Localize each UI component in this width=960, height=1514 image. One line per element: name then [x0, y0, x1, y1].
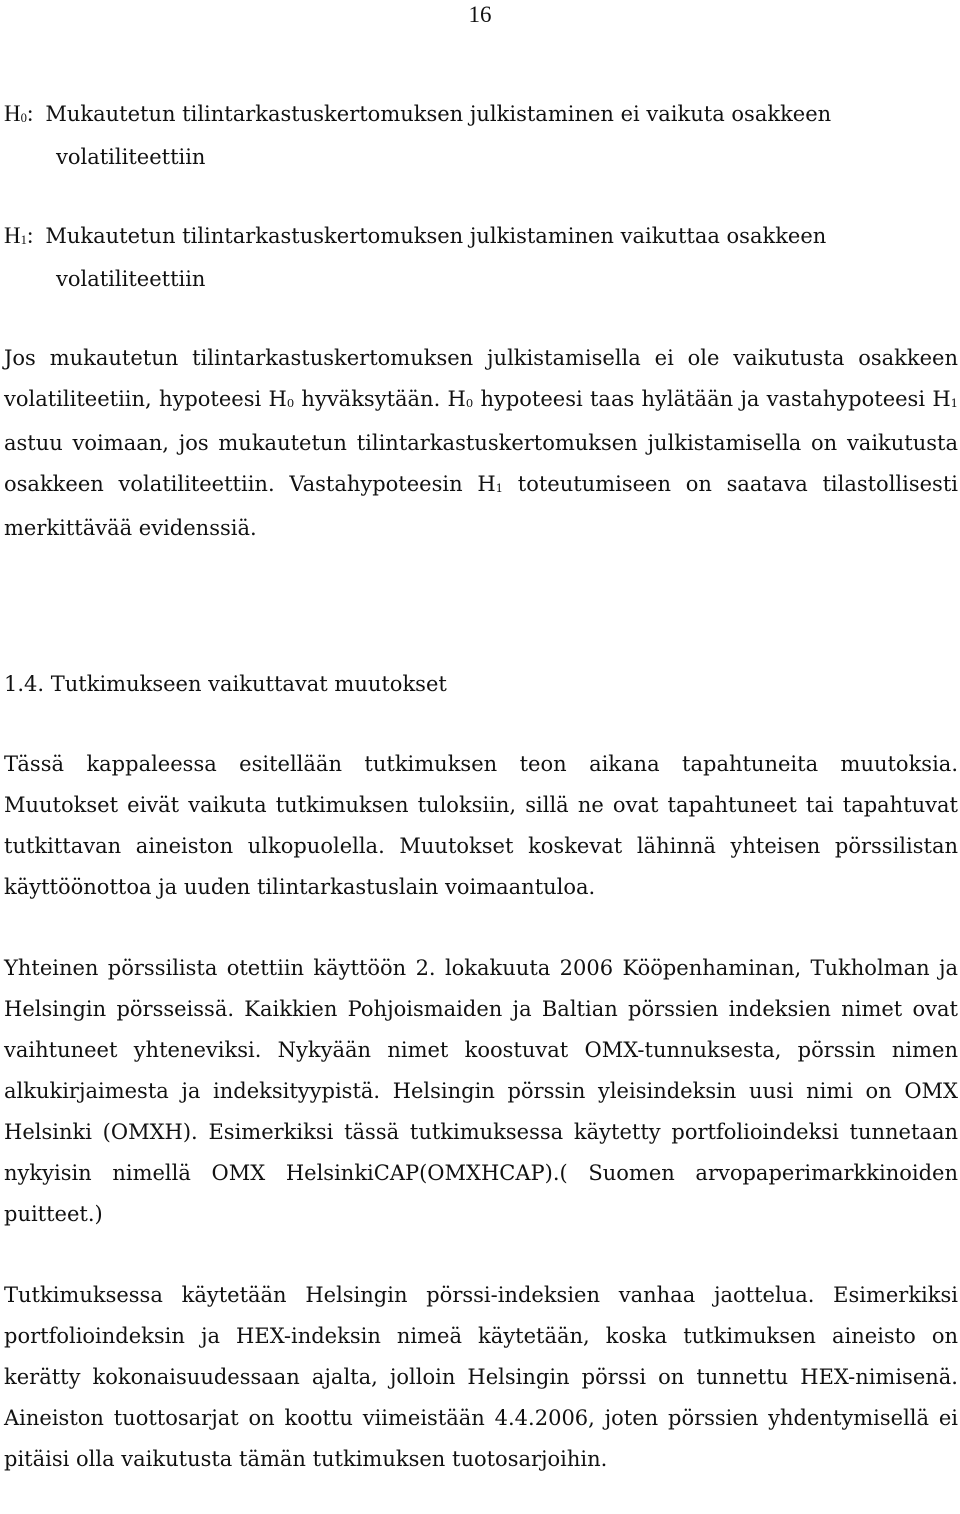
hypothesis-h0-subscript: 0	[20, 110, 27, 125]
hypothesis-ref-letter: H	[932, 387, 951, 411]
hypothesis-ref-subscript: 0	[286, 395, 295, 410]
hypothesis-ref-h1	[477, 472, 503, 496]
hypothesis-h0-line1	[4, 94, 958, 137]
paragraph-text: hypoteesi taas hylätään ja vastahypoteesi	[473, 387, 933, 411]
page-number: 16	[468, 2, 492, 27]
hypothesis-h0-symbol	[4, 101, 33, 126]
hypothesis-h1-subscript: 1	[20, 232, 27, 247]
hypothesis-ref-h0	[268, 387, 294, 411]
hypothesis-explanation-paragraph	[4, 338, 958, 549]
hypothesis-h0-text: Mukautetun tilintarkastuskertomuksen julkistaminen ei vaikuta osakkeen	[45, 102, 832, 126]
paragraph-text: Jos mukautetun tilintarkastuskertomuksen julkistamisella ei ole vaikutusta osakkeen volatiliteetiin, hypoteesi	[4, 346, 958, 411]
hypothesis-ref-subscript: 0	[465, 395, 474, 410]
hypothesis-h1-letter: H	[4, 223, 21, 248]
hypothesis-h0-letter: H	[4, 101, 21, 126]
paragraph-text: astuu voimaan, jos mukautetun tilintarkastuskertomuksen julkistamisella on vaikutusta osakkeen volatiliteettiin. Vastahypoteesin	[4, 431, 958, 496]
hypothesis-h1	[4, 216, 958, 299]
hypothesis-h1-colon: :	[26, 223, 34, 248]
hypothesis-ref-h1	[932, 387, 958, 411]
hypothesis-h1-continuation: volatiliteettiin	[56, 267, 206, 291]
paragraph-changes-intro: Tässä kappaleessa esitellään tutkimuksen teon aikana tapahtuneita muutoksia. Muutokset eivät vaikuta tutkimuksen tuloksiin, sillä ne ovat tapahtuneet tai tapahtuvat tutkittavan aineiston ulkopuolella. Muutokset koskevat lähinnä yhteisen pörssilistan käyttöönottoa ja uuden tilintarkastuslain voimaantuloa.	[4, 752, 958, 899]
hypothesis-h0	[4, 94, 958, 177]
hypothesis-h1-text: Mukautetun tilintarkastuskertomuksen julkistaminen vaikuttaa osakkeen	[45, 224, 827, 248]
hypothesis-h0-continuation: volatiliteettiin	[56, 145, 206, 169]
hypothesis-ref-subscript: 1	[495, 480, 504, 495]
paragraph-index-usage: Tutkimuksessa käytetään Helsingin pörssi-indeksien vanhaa jaottelua. Esimerkiksi portfolioindeksin ja HEX-indeksin nimeä käytetään, koska tutkimuksen aineisto on kerätty kokonaisuudessaan ajalta, jolloin Helsingin pörssi on tunnettu HEX-nimisenä. Aineiston tuottosarjat on koottu viimeistään 4.4.2006, joten pörssien yhdentymisellä ei pitäisi olla vaikutusta tämän tutkimuksen tuotosarjoihin.	[4, 1283, 958, 1471]
paragraph-common-list: Yhteinen pörssilista otettiin käyttöön 2. lokakuuta 2006 Kööpenhaminan, Tukholman ja Helsingin pörsseissä. Kaikkien Pohjoismaiden ja Baltian pörssien indeksien nimet ovat vaihtuneet yhteneviksi. Nykyään nimet koostuvat OMX-tunnuksesta, pörssin nimen alkukirjaimesta ja indeksityypistä. Helsingin pörssin yleisindeksin uusi nimi on OMX Helsinki (OMXH). Esimerkiksi tässä tutkimuksessa käytetty portfolioindeksi tunnetaan nykyisin nimellä OMX HelsinkiCAP(OMXHCAP).( Suomen arvopaperimarkkinoiden puitteet.)	[4, 956, 958, 1226]
hypothesis-ref-h0	[448, 387, 474, 411]
paragraph-text: toteutumiseen on saatava tilastollisesti merkittävää evidenssiä.	[4, 472, 958, 540]
hypothesis-ref-letter: H	[268, 387, 287, 411]
hypothesis-ref-letter: H	[447, 387, 466, 411]
hypothesis-h0-colon: :	[26, 101, 34, 126]
hypothesis-ref-letter: H	[477, 472, 496, 496]
section-heading: 1.4. Tutkimukseen vaikuttavat muutokset	[4, 672, 447, 696]
paragraph-text: hyväksytään.	[294, 387, 448, 411]
hypothesis-h1-line1	[4, 216, 958, 259]
hypothesis-h1-symbol	[4, 223, 33, 248]
hypothesis-ref-subscript: 1	[950, 395, 958, 410]
